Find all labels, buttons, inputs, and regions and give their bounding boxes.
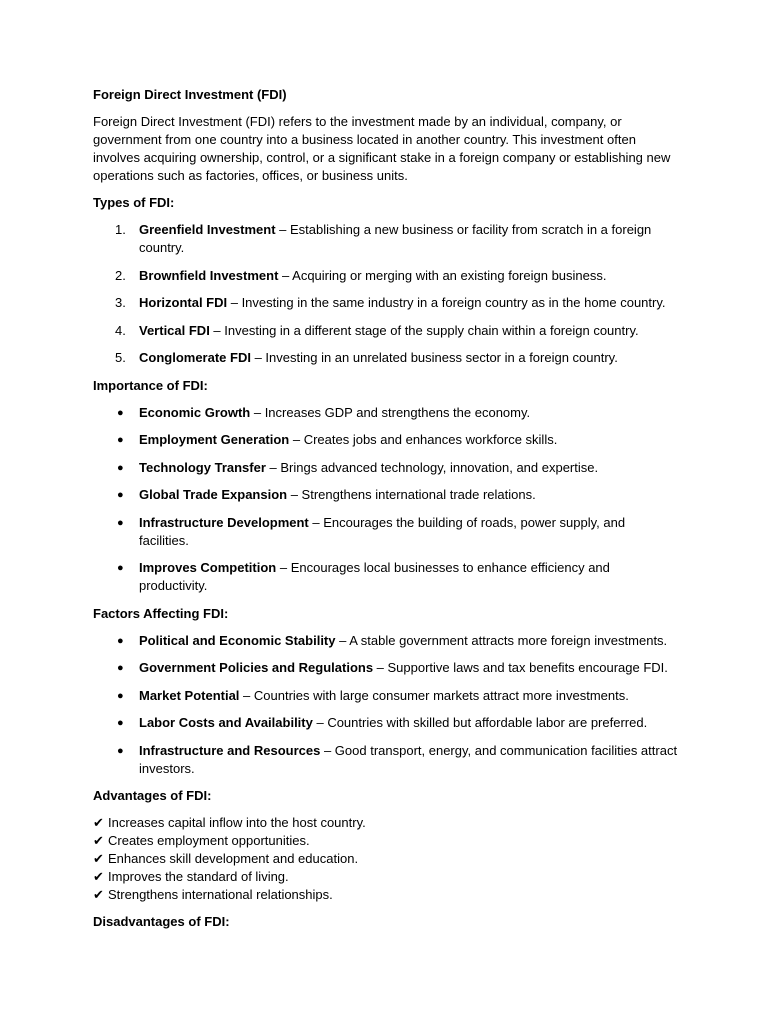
- bullet-icon: ●: [117, 562, 124, 574]
- item-description: – Investing in the same industry in a foreign country as in the home country.: [227, 295, 666, 310]
- list-number: 3.: [115, 295, 126, 310]
- item-description: – Encourages local businesses to enhance efficiency and productivity.: [139, 560, 610, 593]
- item-term: Infrastructure and Resources: [139, 742, 321, 758]
- item-description: – Strengthens international trade relations.: [287, 487, 536, 502]
- bullet-icon: ●: [117, 489, 124, 501]
- advantage-item: [93, 850, 678, 868]
- list-item: [93, 632, 678, 650]
- item-term: Global Trade Expansion: [139, 487, 288, 502]
- advantage-item: [93, 868, 678, 886]
- list-number: 1.: [115, 222, 126, 237]
- advantage-text: Improves the standard of living.: [108, 869, 289, 884]
- list-item: [93, 431, 678, 449]
- item-description: – Good transport, energy, and communication facilities attract investors.: [139, 742, 678, 776]
- checkmark-icon: ✔: [93, 815, 104, 830]
- list-number: 4.: [115, 322, 126, 338]
- list-number: 2.: [115, 267, 126, 283]
- item-term: Employment Generation: [139, 432, 290, 447]
- item-term: Vertical FDI: [139, 322, 210, 338]
- checkmark-icon: ✔: [93, 851, 104, 866]
- item-term: Improves Competition: [139, 560, 277, 575]
- item-description: – Creates jobs and enhances workforce skills.: [289, 432, 558, 447]
- advantage-text: Increases capital inflow into the host country.: [108, 815, 366, 830]
- advantage-item: [93, 886, 678, 904]
- list-item: [93, 559, 678, 595]
- list-item: [93, 267, 678, 285]
- advantages-heading: Advantages of FDI:: [93, 788, 212, 803]
- list-item: [93, 687, 678, 705]
- bullet-icon: ●: [117, 634, 124, 647]
- bullet-icon: ●: [117, 461, 124, 474]
- item-term: Political and Economic Stability: [139, 632, 336, 648]
- item-description: – Increases GDP and strengthens the economy.: [250, 404, 531, 420]
- importance-list: [93, 404, 678, 596]
- list-item: [93, 322, 678, 340]
- bullet-icon: ●: [117, 434, 124, 446]
- bullet-icon: ●: [117, 516, 124, 529]
- item-description: – Supportive laws and tax benefits encourage FDI.: [373, 660, 668, 675]
- item-description: – Establishing a new business or facility from scratch in a foreign country.: [139, 222, 652, 255]
- bullet-icon: ●: [117, 744, 124, 757]
- list-item: [93, 404, 678, 422]
- bullet-icon: ●: [117, 717, 124, 729]
- disadvantages-heading: Disadvantages of FDI:: [93, 914, 230, 929]
- item-description: – Encourages the building of roads, power supply, and facilities.: [139, 514, 626, 548]
- item-term: Government Policies and Regulations: [139, 660, 374, 675]
- advantage-text: Creates employment opportunities.: [108, 833, 310, 848]
- advantage-item: [93, 814, 678, 832]
- item-term: Technology Transfer: [139, 459, 266, 475]
- types-list: [93, 221, 678, 367]
- item-description: – Countries with large consumer markets attract more investments.: [239, 687, 629, 703]
- list-item: [93, 514, 678, 550]
- item-description: – Investing in a different stage of the supply chain within a foreign country.: [209, 322, 639, 338]
- bullet-icon: ●: [117, 406, 124, 419]
- item-description: – Brings advanced technology, innovation, and expertise.: [265, 459, 599, 475]
- list-item: [93, 714, 678, 732]
- item-term: Conglomerate FDI: [139, 350, 251, 365]
- list-item: [93, 349, 678, 367]
- item-term: Brownfield Investment: [139, 267, 279, 283]
- advantage-item: [93, 832, 678, 850]
- item-description: – Countries with skilled but affordable labor are preferred.: [312, 715, 648, 730]
- item-description: – Acquiring or merging with an existing foreign business.: [278, 267, 607, 283]
- item-term: Labor Costs and Availability: [139, 715, 313, 730]
- intro-paragraph: Foreign Direct Investment (FDI) refers to the investment made by an individual, company, or government from one country into a business located in another country. This investment often involves acquiring ownership, control, or a significant stake in a foreign company or establishing new operations such as factories, offices, or business units.: [93, 114, 671, 183]
- checkmark-icon: ✔: [93, 833, 104, 848]
- importance-heading: Importance of FDI:: [93, 377, 208, 393]
- item-term: Economic Growth: [139, 404, 251, 420]
- list-item: [93, 459, 678, 477]
- list-number: 5.: [115, 350, 126, 365]
- item-term: Market Potential: [139, 687, 240, 703]
- list-item: [93, 221, 678, 257]
- advantage-text: Enhances skill development and education.: [108, 851, 359, 866]
- document-title: Foreign Direct Investment (FDI): [93, 87, 287, 102]
- advantages-list: [93, 814, 678, 904]
- bullet-icon: ●: [117, 689, 124, 702]
- advantage-text: Strengthens international relationships.: [108, 887, 333, 902]
- types-heading: Types of FDI:: [93, 195, 175, 210]
- list-item: [93, 742, 678, 778]
- item-term: Horizontal FDI: [139, 295, 228, 310]
- checkmark-icon: ✔: [93, 869, 104, 884]
- list-item: [93, 294, 678, 312]
- factors-list: [93, 632, 678, 778]
- item-description: – A stable government attracts more foreign investments.: [335, 632, 668, 648]
- factors-heading: Factors Affecting FDI:: [93, 605, 229, 621]
- list-item: [93, 486, 678, 504]
- item-description: – Investing in an unrelated business sector in a foreign country.: [250, 350, 618, 365]
- item-term: Greenfield Investment: [139, 222, 276, 237]
- bullet-icon: ●: [117, 662, 124, 674]
- checkmark-icon: ✔: [93, 887, 104, 902]
- document-body: [93, 86, 678, 940]
- list-item: [93, 659, 678, 677]
- item-term: Infrastructure Development: [139, 514, 309, 530]
